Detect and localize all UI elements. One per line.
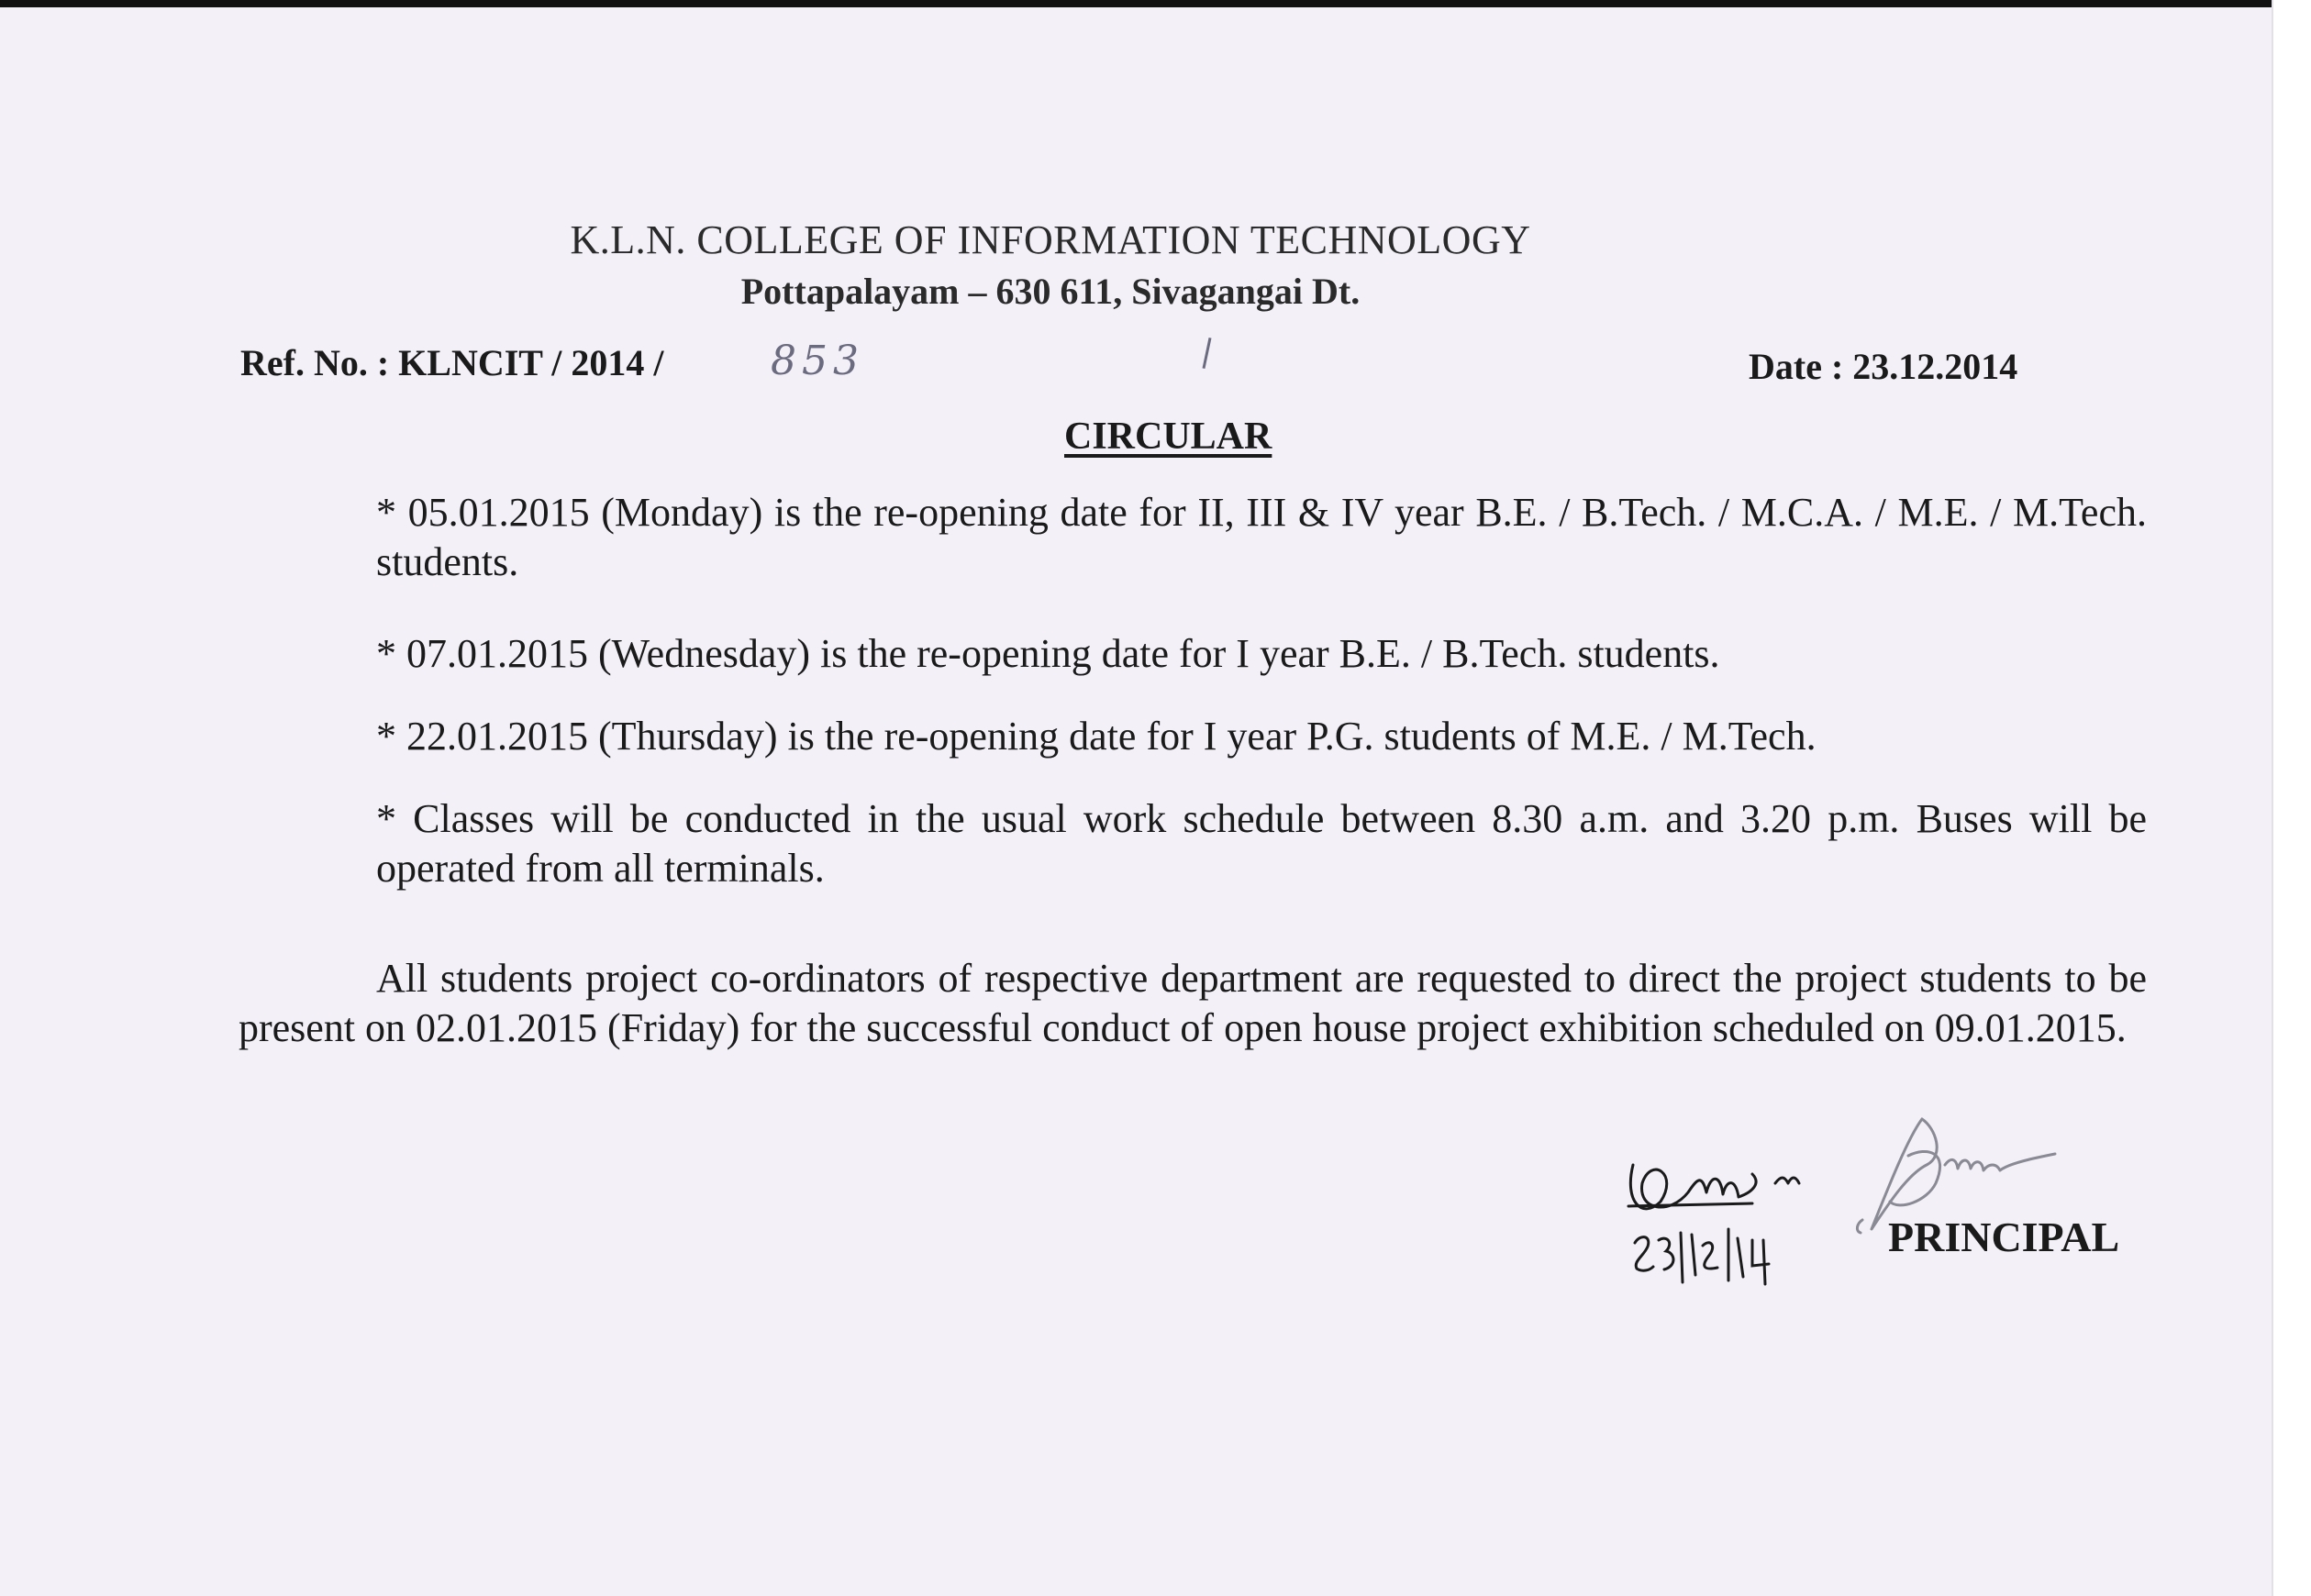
project-note: All students project co-ordinators of respective department are requested to direct the project students to be present on 02.01.2015 (Friday) for the successful conduct of open house project exhibition scheduled on 09.01.2015. bbox=[239, 956, 2147, 1050]
college-address: Pottapalayam – 630 611, Sivagangai Dt. bbox=[740, 271, 1361, 312]
point-class-schedule: * Classes will be conducted in the usual work schedule between 8.30 a.m. and 3.20 p.m. Buses will be operated from all terminals. bbox=[376, 796, 2147, 891]
college-name: K.L.N. COLLEGE OF INFORMATION TECHNOLOGY bbox=[570, 217, 1531, 262]
handwritten-reference-number: 853 bbox=[771, 338, 864, 384]
scan-edge bbox=[2272, 0, 2311, 1596]
initial-signature bbox=[1615, 1137, 1853, 1293]
circular-title: CIRCULAR bbox=[1064, 416, 1272, 458]
point-reopening-first-year: * 07.01.2015 (Wednesday) is the re-opening date for I year B.E. / B.Tech. students. bbox=[376, 631, 1720, 676]
point-reopening-pg: * 22.01.2015 (Thursday) is the re-opening date for I year P.G. students of M.E. / M.Tech. bbox=[376, 714, 1817, 759]
principal-designation: PRINCIPAL bbox=[1888, 1214, 2120, 1260]
reference-number: Ref. No. : KLNCIT / 2014 / bbox=[240, 342, 664, 383]
circular-date: Date : 23.12.2014 bbox=[1749, 346, 2018, 387]
point-reopening-senior: * 05.01.2015 (Monday) is the re-opening date for II, III & IV year B.E. / B.Tech. / M.C.A. / M.E. / M.Tech. students. bbox=[376, 490, 2147, 584]
